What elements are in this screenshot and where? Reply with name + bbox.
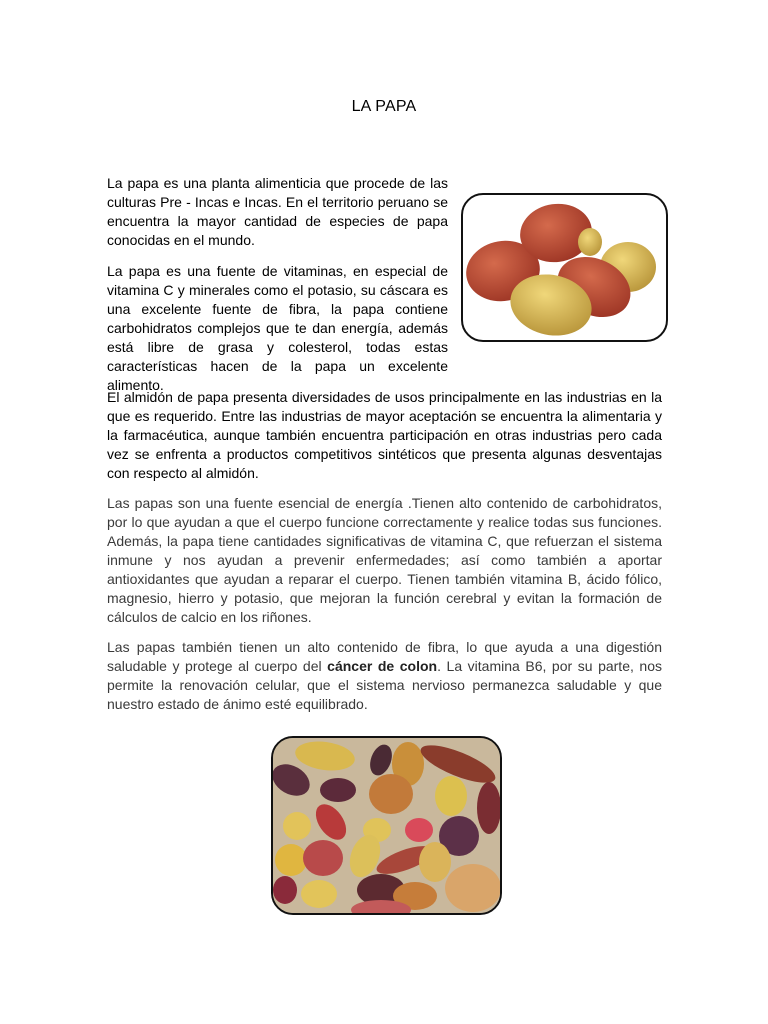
page-title: LA PAPA <box>351 98 417 115</box>
native-potatoes-illustration <box>273 738 500 913</box>
paragraph-origin: La papa es una planta alimenticia que procede de las culturas Pre - Incas e Incas. En el territorio peruano se encuentra la mayor cantidad de especies de papa conocidas en el mundo. <box>107 175 448 248</box>
paragraph-fiber <box>107 638 662 714</box>
paragraph-energy: Las papas son una fuente esencial de energía .Tienen alto contenido de carbohidratos, por lo que ayudan a que el cuerpo funcione correctamente y realice todas sus funciones. Además, la papa tiene cantidades significativas de vitamina C, que refuerzan el sistema inmune y nos ayudan a prevenir enfermedades; así como también a aportar antioxidantes que ayudan a reparar el cuerpo. Tienen también vitamina B, ácido fólico, magnesio, hierro y potasio, que mejoran la función cerebral y evitan la formación de cálculos de calcio en los riñones. <box>107 495 662 625</box>
fiber-text-end: . La vitamina B6, por su parte, nos permite la renovación celular, que el sistema nervioso permanezca saludable y que nuestro estado de ánimo esté equilibrado. <box>107 658 662 712</box>
fiber-text-start: Las papas también tienen un alto contenido de fibra, lo que ayuda a una digestión saludable y protege al cuerpo del <box>107 639 662 674</box>
potatoes-illustration <box>463 195 666 340</box>
paragraph-vitamins: La papa es una fuente de vitaminas, en especial de vitamina C y minerales como el potasio, su cáscara es una excelente fuente de fibra, la papa contiene carbohidratos complejos que te dan energía, además está libre de grasa y colesterol, todas estas características hacen de la papa un excelente alimento. <box>107 263 448 393</box>
paragraph-starch: El almidón de papa presenta diversidades de usos principalmente en las industrias en la que es requerido. Entre las industrias de mayor aceptación se encuentra la alimentaria y la farmacéutica, aunque también encuentra participación en otras industrias pero cada vez se enfrenta a productos competitivos sintéticos que presenta algunas desventajas con respecto al almidón. <box>107 389 662 481</box>
potatoes-photo <box>461 193 668 342</box>
colon-cancer-term: cáncer de colon <box>327 658 438 674</box>
native-potatoes-photo <box>271 736 502 915</box>
